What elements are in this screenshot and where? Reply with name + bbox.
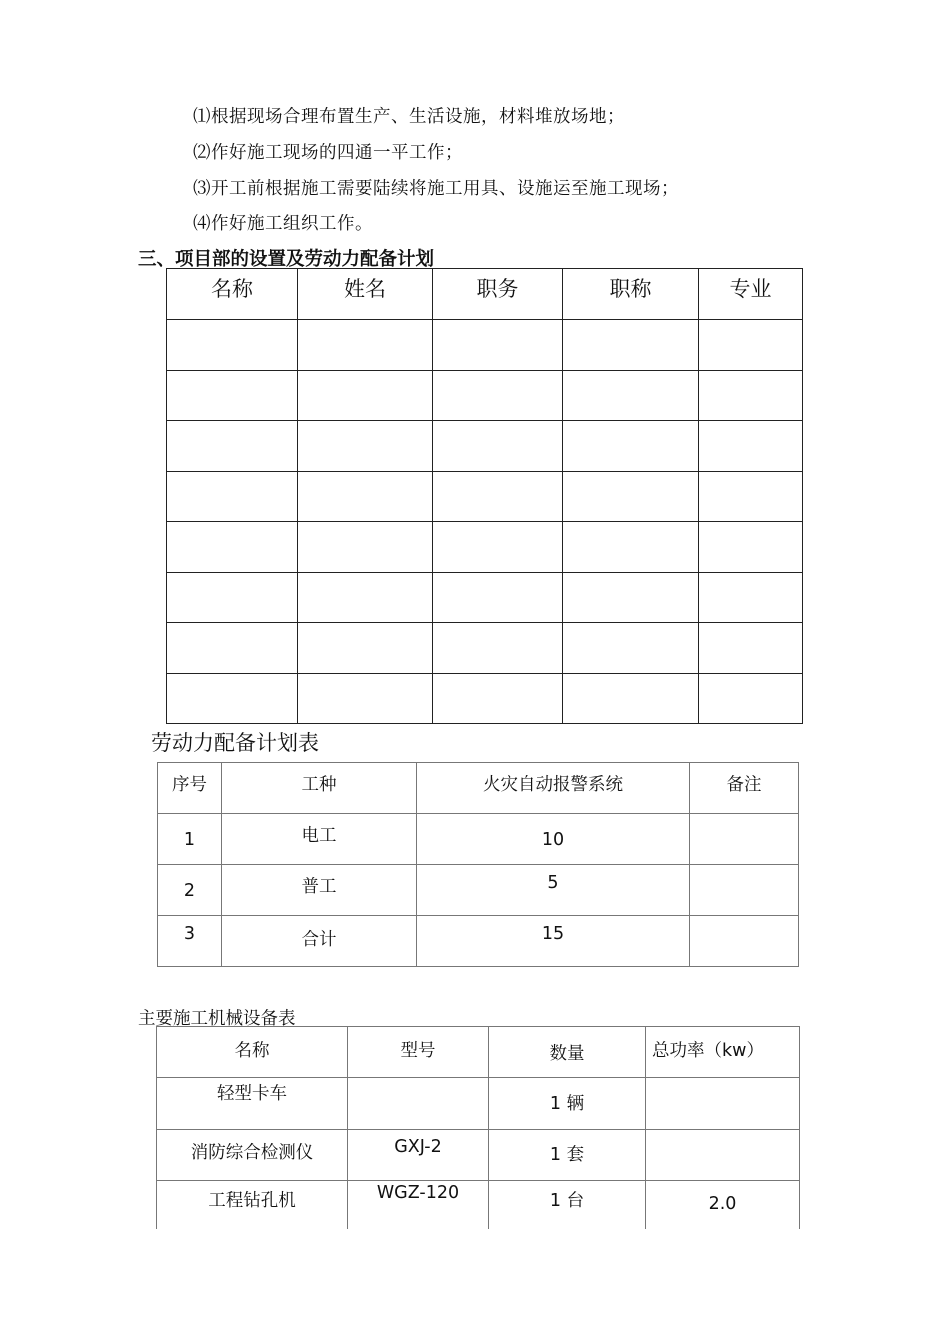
equipment-cell-power: [646, 1078, 800, 1130]
equipment-header-text: 总功率（kw）: [652, 1041, 764, 1061]
labor-header-row: [158, 763, 799, 814]
labor-header-cell: [222, 763, 417, 814]
staff-cell: [699, 320, 803, 371]
equipment-cell-model: [348, 1078, 489, 1130]
equipment-cell-model: [348, 1181, 489, 1229]
labor-header-cell: [158, 763, 222, 814]
prep-item-3: ⑶开工前根据施工需要陆续将施工用具、设施运至施工现场；: [193, 179, 679, 199]
equipment-cell-text: 2.0: [708, 1194, 737, 1214]
equipment-header-text: 型号: [400, 1041, 436, 1061]
labor-cell-note: [690, 865, 799, 916]
staff-row: [167, 522, 803, 573]
staff-row: [167, 320, 803, 371]
staff-cell: [298, 320, 433, 371]
equipment-cell-qty: [489, 1181, 646, 1229]
staff-cell: [298, 471, 433, 522]
equipment-cell-text: 轻型卡车: [217, 1084, 287, 1104]
staff-cell: [298, 673, 433, 724]
equipment-title: 主要施工机械设备表: [138, 1009, 296, 1029]
staff-cell: [167, 522, 298, 573]
equipment-cell-text: GXJ-2: [394, 1137, 442, 1157]
equipment-row: [157, 1181, 800, 1229]
equipment-cell-text: WGZ-120: [376, 1183, 460, 1203]
staff-row: [167, 421, 803, 472]
equipment-header-cell: [348, 1027, 489, 1078]
equipment-body: [157, 1027, 800, 1229]
equipment-cell-text: 工程钻孔机: [208, 1191, 296, 1211]
section-heading: 三、项目部的设置及劳动力配备计划: [138, 249, 435, 270]
labor-header-cell: [690, 763, 799, 814]
staff-cell: [563, 320, 699, 371]
labor-row: [158, 916, 799, 967]
staff-cell: [298, 421, 433, 472]
labor-cell-text: 电工: [301, 826, 337, 846]
prep-item-1: ⑴根据现场合理布置生产、生活设施，材料堆放场地；: [193, 107, 625, 127]
labor-row: [158, 865, 799, 916]
labor-cell-count: [417, 916, 690, 967]
labor-header-text: 火灾自动报警系统: [483, 775, 623, 795]
equipment-cell-qty: [489, 1078, 646, 1130]
labor-cell-note: [690, 916, 799, 967]
staff-cell: [563, 623, 699, 674]
staff-row: [167, 673, 803, 724]
labor-cell-count: [417, 865, 690, 916]
staff-cell: [563, 572, 699, 623]
staff-table-body: [167, 269, 803, 724]
labor-cell-index: [158, 814, 222, 865]
staff-header-row: [167, 269, 803, 320]
staff-cell: [433, 471, 563, 522]
staff-cell: [167, 421, 298, 472]
staff-row: [167, 623, 803, 674]
equipment-cell-text: 1 辆: [549, 1094, 585, 1114]
labor-header-text: 序号: [172, 775, 207, 795]
labor-cell-text: 3: [183, 924, 196, 944]
equipment-cell-power: [646, 1130, 800, 1181]
staff-table: [166, 268, 803, 724]
labor-cell-text: 合计: [301, 930, 337, 950]
staff-cell: [433, 421, 563, 472]
equipment-header-text: 数量: [549, 1044, 585, 1064]
labor-cell-text: 10: [541, 830, 565, 850]
equipment-cell-text: 1 套: [549, 1145, 585, 1165]
staff-cell: [298, 522, 433, 573]
staff-cell: [167, 370, 298, 421]
equipment-header-row: [157, 1027, 800, 1078]
staff-row: [167, 370, 803, 421]
labor-plan-body: [158, 763, 799, 967]
staff-cell: [563, 471, 699, 522]
labor-plan-title: 劳动力配备计划表: [151, 731, 319, 755]
staff-cell: [167, 572, 298, 623]
labor-header-text: 备注: [726, 775, 762, 795]
equipment-header-text: 名称: [234, 1041, 270, 1061]
staff-cell: [563, 522, 699, 573]
equipment-cell-text: 消防综合检测仪: [190, 1143, 314, 1163]
staff-cell: [433, 572, 563, 623]
staff-cell: [433, 320, 563, 371]
staff-cell: [167, 623, 298, 674]
staff-header-cell: 职称: [563, 269, 699, 320]
staff-cell: [699, 572, 803, 623]
labor-cell-text: 普工: [301, 877, 337, 897]
staff-cell: [699, 623, 803, 674]
staff-cell: [563, 370, 699, 421]
labor-row: [158, 814, 799, 865]
staff-cell: [699, 673, 803, 724]
staff-cell: [433, 522, 563, 573]
staff-cell: [167, 471, 298, 522]
staff-cell: [167, 673, 298, 724]
staff-cell: [433, 370, 563, 421]
equipment-cell-text: 1 台: [549, 1191, 585, 1211]
labor-cell-type: [222, 916, 417, 967]
labor-cell-text: 15: [541, 924, 565, 944]
staff-cell: [699, 522, 803, 573]
labor-plan-table: [157, 762, 799, 967]
labor-cell-count: [417, 814, 690, 865]
staff-cell: [699, 370, 803, 421]
staff-cell: [699, 421, 803, 472]
staff-header-cell: 职务: [433, 269, 563, 320]
labor-cell-type: [222, 814, 417, 865]
staff-cell: [563, 421, 699, 472]
equipment-header-cell: [646, 1027, 800, 1078]
staff-row: [167, 471, 803, 522]
equipment-row: [157, 1078, 800, 1130]
staff-cell: [699, 471, 803, 522]
labor-cell-text: 1: [183, 830, 196, 850]
equipment-row: [157, 1130, 800, 1181]
prep-item-4: ⑷作好施工组织工作。: [193, 214, 373, 234]
labor-header-text: 工种: [301, 775, 337, 795]
labor-cell-text: 2: [183, 881, 196, 901]
prep-item-2: ⑵作好施工现场的四通一平工作；: [193, 143, 463, 163]
staff-header-cell: 名称: [167, 269, 298, 320]
staff-cell: [298, 370, 433, 421]
staff-row: [167, 572, 803, 623]
equipment-cell-name: [157, 1130, 348, 1181]
equipment-header-cell: [489, 1027, 646, 1078]
equipment-table: [156, 1026, 800, 1229]
staff-header-cell: 专业: [699, 269, 803, 320]
labor-cell-note: [690, 814, 799, 865]
equipment-cell-power: [646, 1181, 800, 1229]
equipment-cell-name: [157, 1181, 348, 1229]
staff-cell: [298, 623, 433, 674]
equipment-cell-model: [348, 1130, 489, 1181]
equipment-cell-qty: [489, 1130, 646, 1181]
labor-header-cell: [417, 763, 690, 814]
labor-cell-type: [222, 865, 417, 916]
staff-cell: [563, 673, 699, 724]
staff-cell: [433, 623, 563, 674]
equipment-cell-name: [157, 1078, 348, 1130]
staff-header-cell: 姓名: [298, 269, 433, 320]
equipment-header-cell: [157, 1027, 348, 1078]
labor-cell-text: 5: [547, 873, 559, 893]
staff-cell: [167, 320, 298, 371]
labor-cell-index: [158, 916, 222, 967]
staff-cell: [433, 673, 563, 724]
staff-cell: [298, 572, 433, 623]
labor-cell-index: [158, 865, 222, 916]
